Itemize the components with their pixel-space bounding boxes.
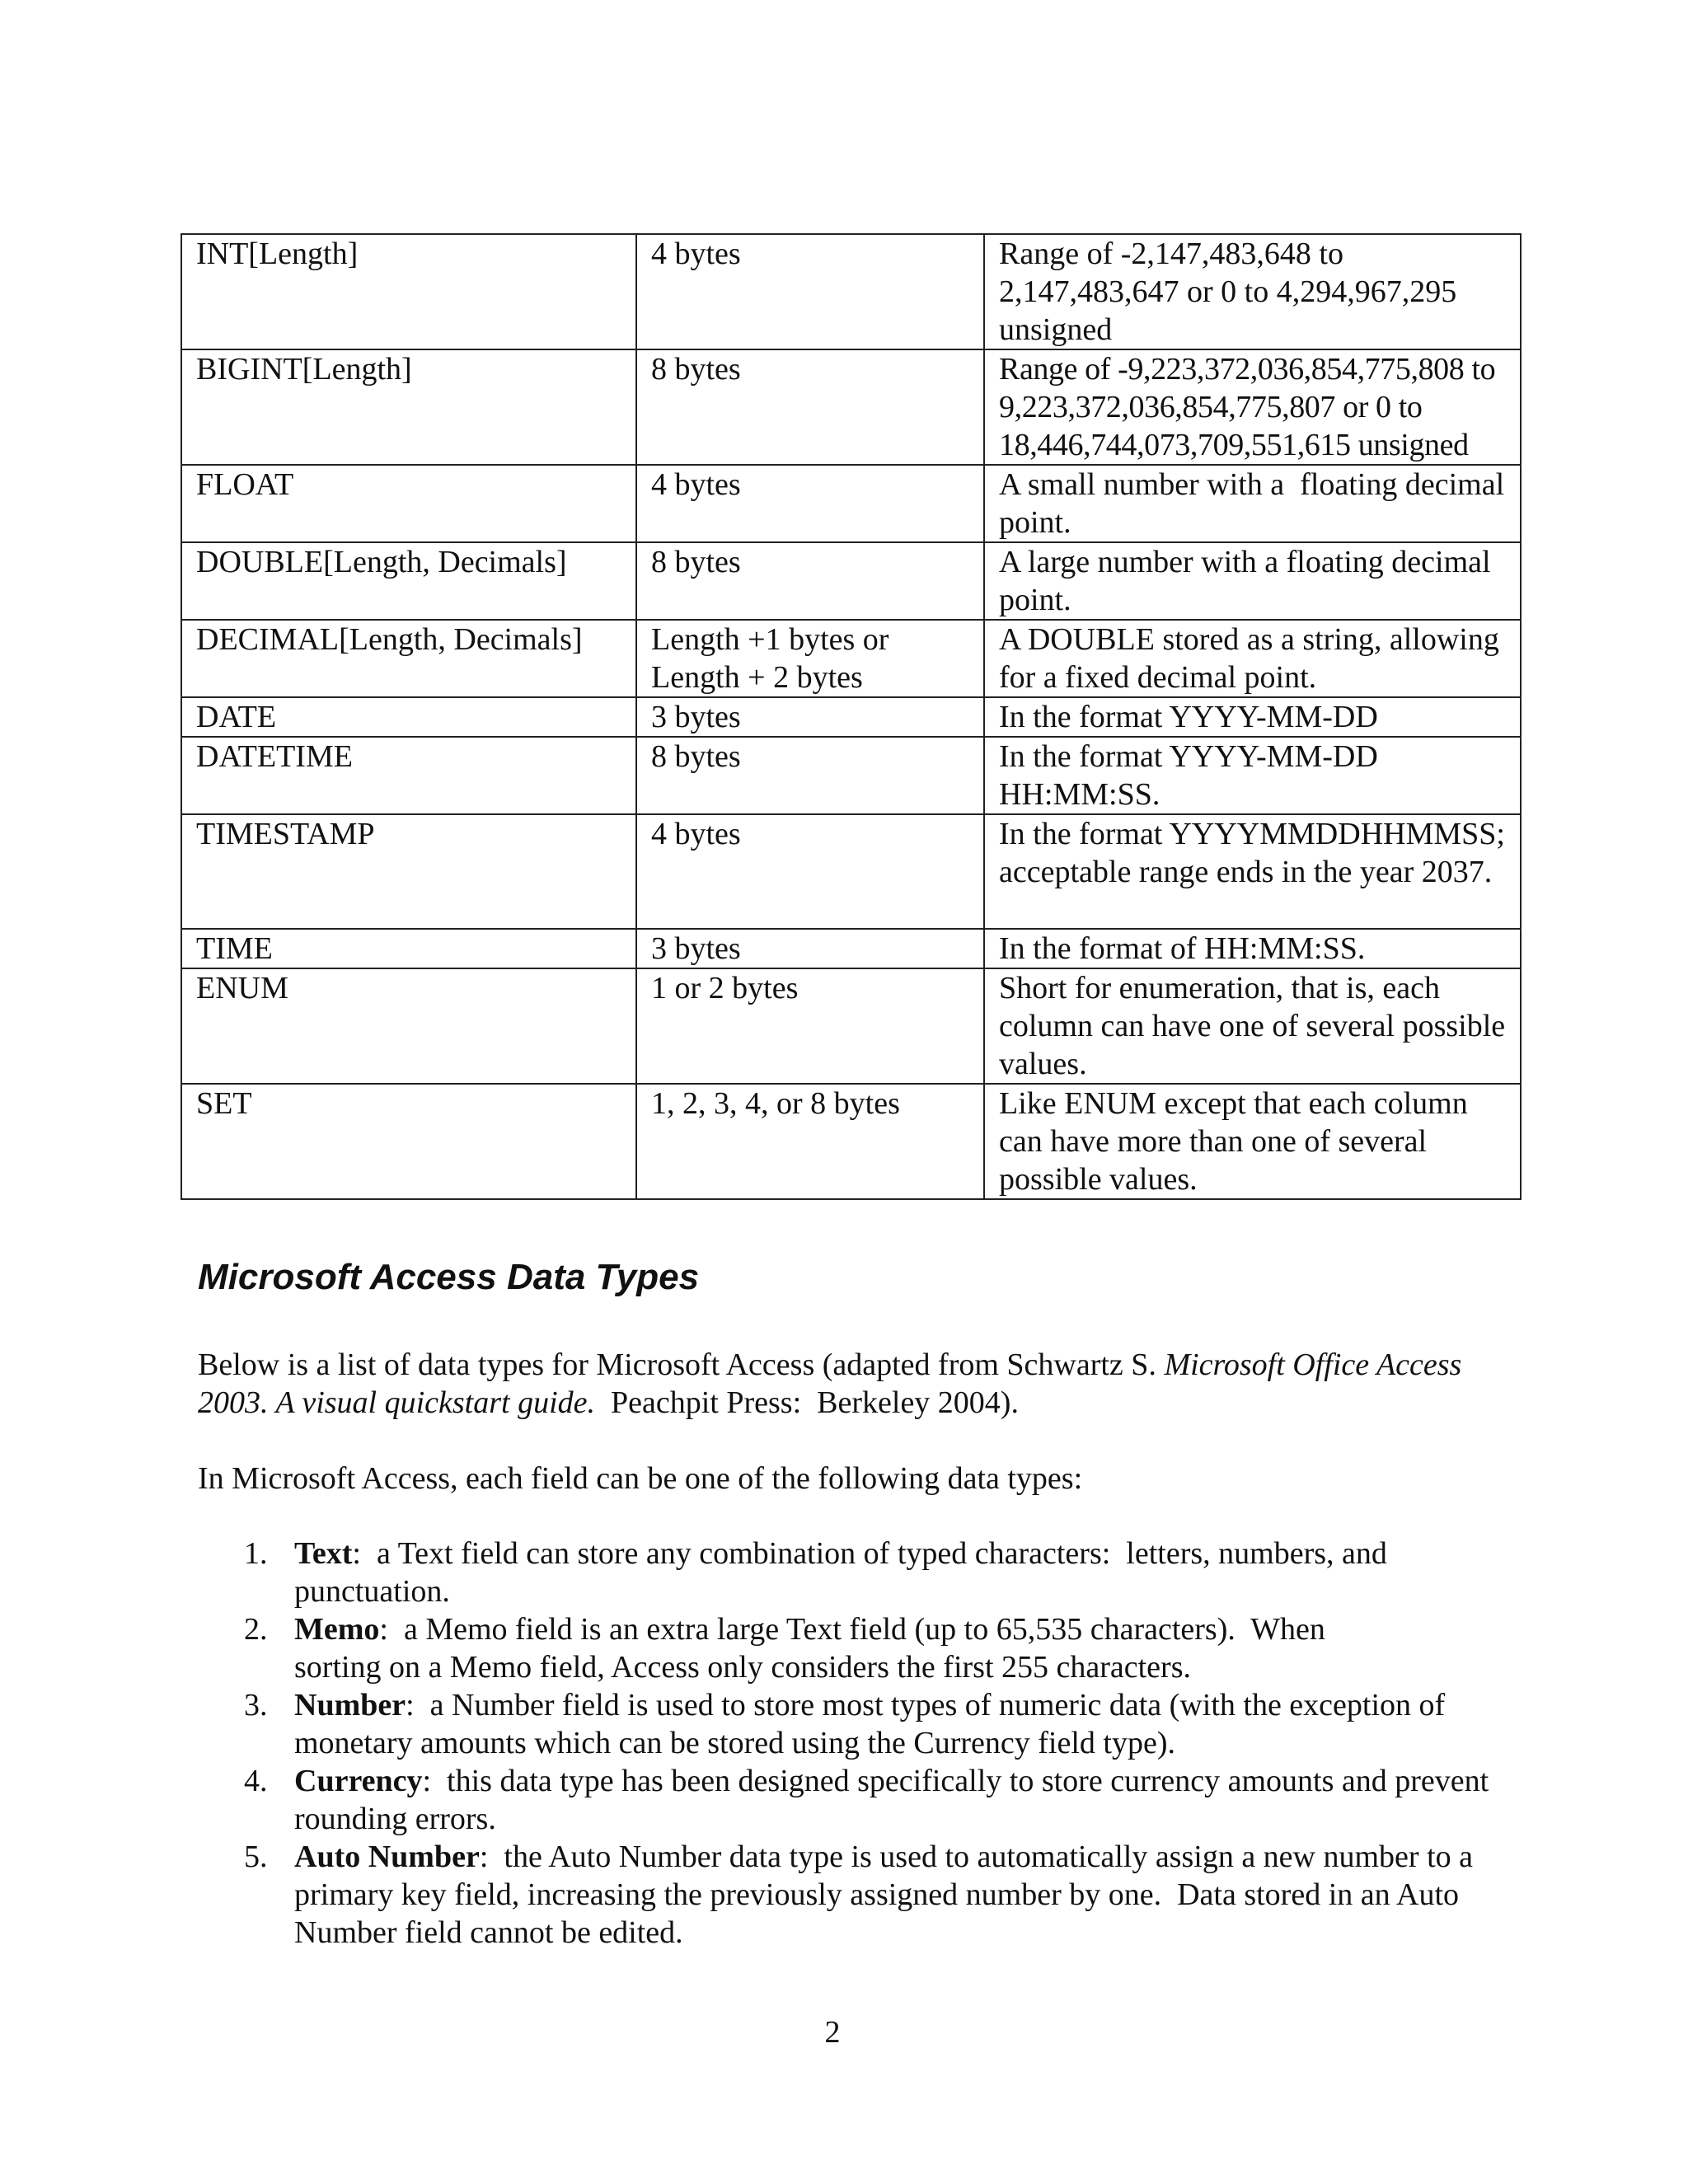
list-item (198, 1838, 1492, 1952)
book-title: Microsoft Office Access 2003. A visual quickstart guide. (198, 1347, 1462, 1420)
list-term: Text (294, 1536, 353, 1571)
page-number: 2 (824, 2015, 841, 2050)
list-description: : a Memo field is an extra large Text field (up to 65,535 characters). When sorting on a Memo field, Access only considers the first 255 characters. (294, 1612, 1334, 1685)
description-cell: In the format YYYY-MM-DD (984, 697, 1521, 737)
intro-paragraph (198, 1346, 1484, 1422)
intro-citation: Peachpit Press: Berkeley 2004). (595, 1385, 1019, 1420)
table-row (181, 542, 1521, 620)
list-item (198, 1686, 1492, 1762)
description-cell: In the format YYYYMMDDHHMMSS; acceptable range ends in the year 2037. (984, 814, 1521, 929)
type-name-cell: DECIMAL[Length, Decimals] (181, 620, 636, 697)
type-name-cell: BIGINT[Length] (181, 349, 636, 465)
storage-cell: 8 bytes (636, 737, 984, 814)
list-item (198, 1762, 1497, 1838)
type-name-cell: SET (181, 1084, 636, 1199)
list-number: 4. (244, 1764, 268, 1798)
access-data-types-list (198, 1535, 1497, 1952)
list-number: 5. (244, 1840, 268, 1874)
type-name-cell: ENUM (181, 968, 636, 1084)
table-row (181, 737, 1521, 814)
description-cell: Range of -9,223,372,036,854,775,808 to 9,223,372,036,854,775,807 or 0 to 18,446,744,073,709,551,615 unsigned (984, 349, 1521, 465)
table-row (181, 234, 1521, 349)
storage-cell: 4 bytes (636, 465, 984, 542)
table-row (181, 465, 1521, 542)
type-name-cell: TIMESTAMP (181, 814, 636, 929)
table-row (181, 349, 1521, 465)
description-cell: Range of -2,147,483,648 to 2,147,483,647 or 0 to 4,294,967,295 unsigned (984, 234, 1521, 349)
mysql-data-types-table (181, 233, 1522, 1200)
type-name-cell: DOUBLE[Length, Decimals] (181, 542, 636, 620)
list-description: : a Number field is used to store most types of numeric data (with the exception of monetary amounts which can be stored using the Currency field type). (294, 1688, 1453, 1760)
type-name-cell: DATE (181, 697, 636, 737)
storage-cell: 8 bytes (636, 349, 984, 465)
section-heading: Microsoft Access Data Types (198, 1257, 700, 1297)
storage-cell: 4 bytes (636, 814, 984, 929)
storage-cell: 8 bytes (636, 542, 984, 620)
description-cell: A small number with a floating decimal point. (984, 465, 1521, 542)
list-term: Memo (294, 1612, 380, 1647)
list-item (198, 1535, 1492, 1610)
storage-cell: 1, 2, 3, 4, or 8 bytes (636, 1084, 984, 1199)
list-term: Currency (294, 1764, 423, 1798)
type-name-cell: DATETIME (181, 737, 636, 814)
storage-cell: 3 bytes (636, 697, 984, 737)
list-number: 2. (244, 1612, 268, 1647)
storage-cell: Length +1 bytes or Length + 2 bytes (636, 620, 984, 697)
type-name-cell: TIME (181, 929, 636, 968)
table-row (181, 620, 1521, 697)
description-cell: Like ENUM except that each column can have more than one of several possible values. (984, 1084, 1521, 1199)
table-row (181, 697, 1521, 737)
list-term: Number (294, 1688, 406, 1722)
intro-second-paragraph: In Microsoft Access, each field can be one of the following data types: (198, 1461, 1083, 1496)
table-row (181, 814, 1521, 929)
list-term: Auto Number (294, 1840, 480, 1874)
table-row (181, 929, 1521, 968)
storage-cell: 3 bytes (636, 929, 984, 968)
description-cell: Short for enumeration, that is, each column can have one of several possible values. (984, 968, 1521, 1084)
intro-text: Below is a list of data types for Microsoft Access (adapted from Schwartz S. (198, 1347, 1165, 1382)
table-row (181, 1084, 1521, 1199)
description-cell: A DOUBLE stored as a string, allowing for a fixed decimal point. (984, 620, 1521, 697)
storage-cell: 4 bytes (636, 234, 984, 349)
list-description: : a Text field can store any combination of typed characters: letters, numbers, and punctuation. (294, 1536, 1395, 1609)
description-cell: A large number with a floating decimal point. (984, 542, 1521, 620)
table-row (181, 968, 1521, 1084)
list-description: : the Auto Number data type is used to automatically assign a new number to a primary key field, increasing the previously assigned number by one. Data stored in an Auto Number field cannot be edited. (294, 1840, 1481, 1950)
list-item (198, 1610, 1492, 1686)
type-name-cell: FLOAT (181, 465, 636, 542)
list-number: 3. (244, 1688, 268, 1722)
list-description: : this data type has been designed specifically to store currency amounts and prevent rounding errors. (294, 1764, 1497, 1836)
storage-cell: 1 or 2 bytes (636, 968, 984, 1084)
list-number: 1. (244, 1536, 268, 1571)
type-name-cell: INT[Length] (181, 234, 636, 349)
description-cell: In the format of HH:MM:SS. (984, 929, 1521, 968)
description-cell: In the format YYYY-MM-DD HH:MM:SS. (984, 737, 1521, 814)
